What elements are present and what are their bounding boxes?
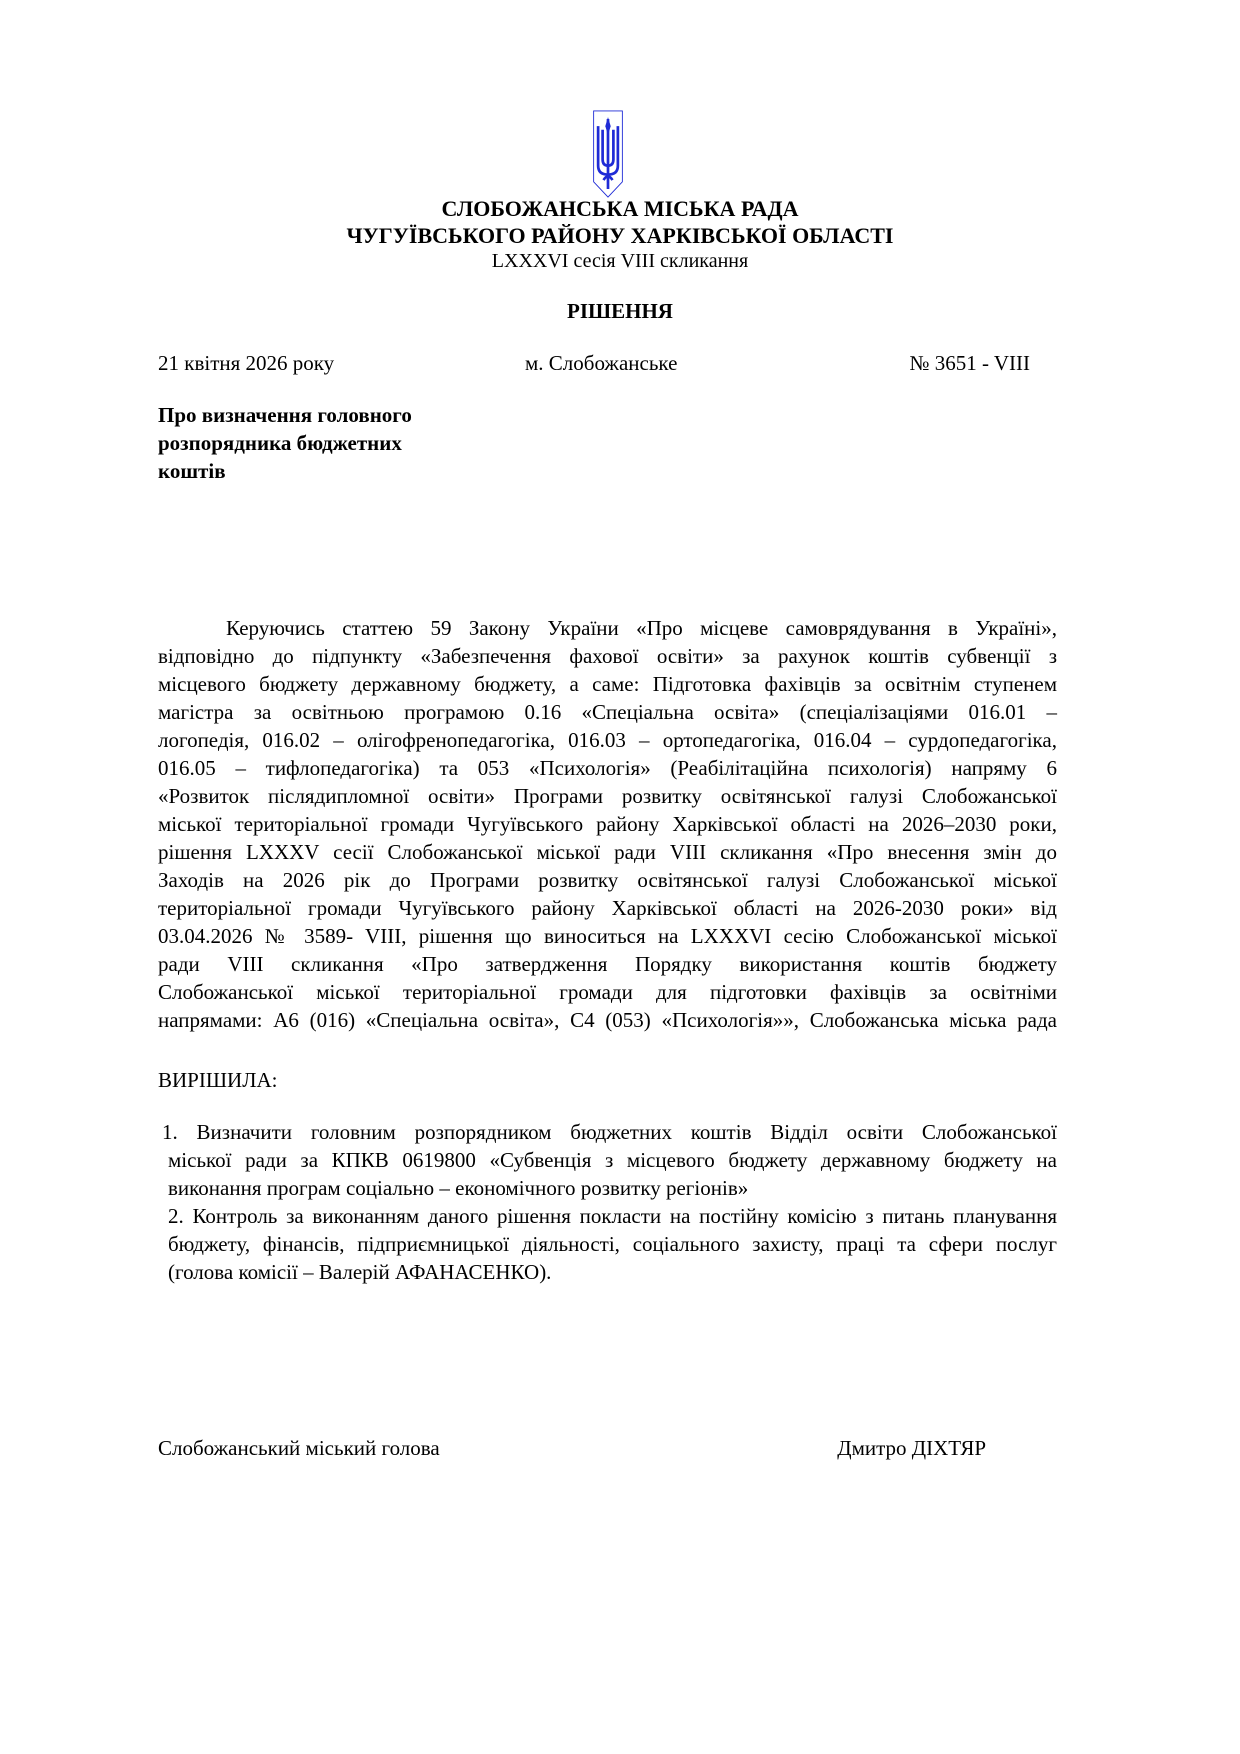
session-label: LXXXVI сесія VIII скликання	[491, 250, 749, 272]
coat-of-arms-icon	[578, 110, 638, 198]
preamble-line: Керуючись статтею 59 Закону України «Про місцеве самоврядування в Україні»,	[226, 616, 1057, 640]
preamble-line: напрямами: А6 (016) «Спеціальна освіта», С4 (053) «Психологія»», Слобожанська міська рада	[158, 1008, 1057, 1032]
preamble-line: 03.04.2026 № 3589- VIII, рішення що виноситься на LXXXVI сесію Слобожанської міської	[158, 924, 1057, 948]
preamble-line: 016.05 – тифлопедагогіка) та 053 «Психологія» (Реабілітаційна психологія) напряму 6	[158, 756, 1057, 780]
preamble-line: «Розвиток післядипломної освіти» Програми розвитку освітянської галузі Слобожанської	[158, 784, 1057, 808]
signature-name: Дмитро ДІХТЯР	[837, 1436, 986, 1460]
district-name: ЧУГУЇВСЬКОГО РАЙОНУ ХАРКІВСЬКОЇ ОБЛАСТІ	[346, 223, 894, 248]
subject-line: коштів	[158, 459, 226, 483]
preamble-line: магістра за освітньою програмою 0.16 «Спеціальна освіта» (спеціалізаціями 016.01 –	[158, 700, 1057, 724]
item-line: (голова комісії – Валерій АФАНАСЕНКО).	[168, 1260, 552, 1284]
item-line: виконання програм соціально – економічного розвитку регіонів»	[168, 1176, 749, 1200]
item-line: 1. Визначити головним розпорядником бюджетних коштів Відділ освіти Слобожанської	[162, 1120, 1057, 1144]
signature-title: Слобожанський міський голова	[158, 1436, 440, 1460]
council-name: СЛОБОЖАНСЬКА МІСЬКА РАДА	[441, 196, 799, 221]
preamble-line: Слобожанської міської територіальної громади для підготовки фахівців за освітніми	[158, 980, 1057, 1004]
preamble-line: Заходів на 2026 рік до Програми розвитку освітянської галузі Слобожанської міської	[158, 868, 1057, 892]
item-line: міської ради за КПКВ 0619800 «Субвенція з місцевого бюджету державному бюджету на	[168, 1148, 1057, 1172]
preamble-line: рішення LXXXV сесії Слобожанської міської ради VIII скликання «Про внесення змін до	[158, 840, 1057, 864]
preamble-line: територіальної громади Чугуївського району Харківської області на 2026-2030 роки» від	[158, 896, 1057, 920]
decision-number: № 3651 - VIII	[909, 351, 1030, 375]
decision-date: 21 квітня 2026 року	[158, 351, 335, 375]
subject-line: розпорядника бюджетних	[158, 431, 402, 455]
preamble-line: міської територіальної громади Чугуївського району Харківської області на 2026–2030 роки,	[158, 812, 1057, 836]
subject-line: Про визначення головного	[158, 403, 412, 427]
preamble-line: місцевого бюджету державному бюджету, а саме: Підготовка фахівців за освітнім ступенем	[158, 672, 1057, 696]
item-line: бюджету, фінансів, підприємницької діяльності, соціального захисту, праці та сфери послуг	[168, 1232, 1057, 1256]
preamble-line: ради VIII скликання «Про затвердження Порядку використання коштів бюджету	[158, 952, 1057, 976]
document-type: РІШЕННЯ	[567, 299, 673, 323]
decision-place: м. Слобожанське	[525, 351, 678, 375]
resolved-heading: ВИРІШИЛА:	[158, 1068, 278, 1092]
preamble-line: відповідно до підпункту «Забезпечення фахової освіти» за рахунок коштів субвенції з	[158, 644, 1057, 668]
preamble-line: логопедія, 016.02 – олігофренопедагогіка, 016.03 – ортопедагогіка, 016.04 – сурдопедагогіка,	[158, 728, 1057, 752]
item-line: 2. Контроль за виконанням даного рішення покласти на постійну комісію з питань планування	[168, 1204, 1057, 1228]
